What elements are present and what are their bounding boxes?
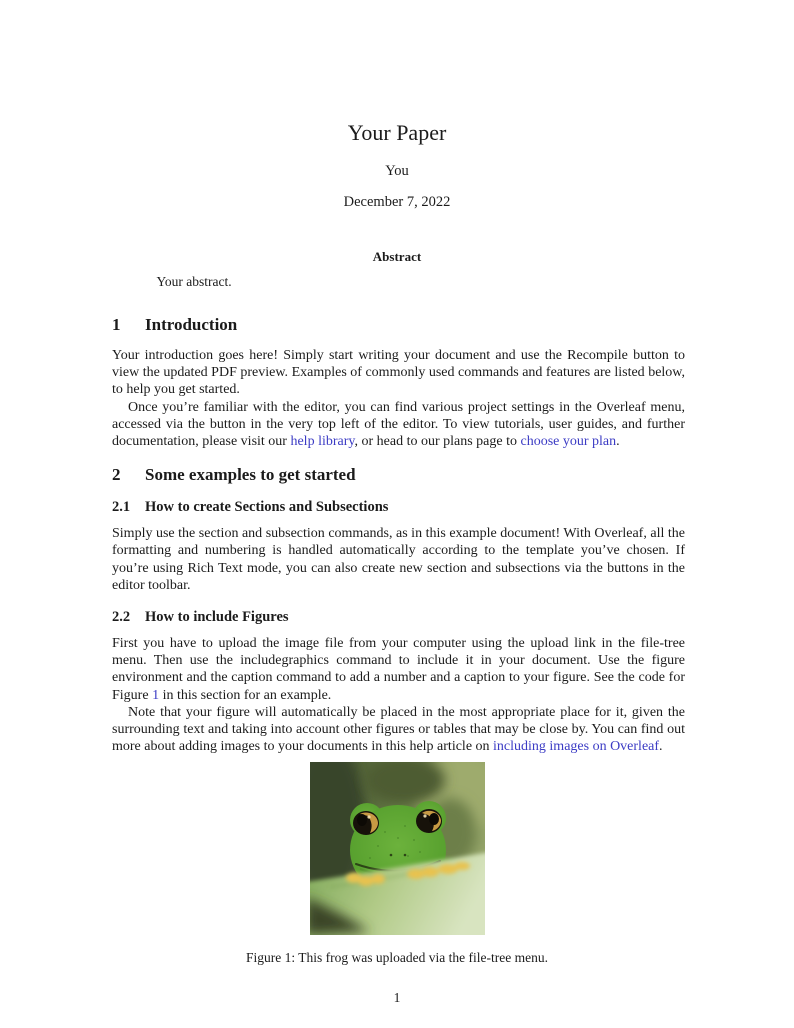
paragraph-2-1 (112, 525, 685, 594)
paragraph-intro-2 (112, 399, 685, 451)
subsection-2-2-title: How to include Figures (145, 609, 289, 626)
section-2-heading (112, 465, 685, 485)
section-1-number: 1 (112, 315, 121, 334)
paragraph-intro-1 (112, 347, 685, 399)
paper-date: December 7, 2022 (343, 194, 451, 210)
section-1-title: Introduction (145, 315, 238, 334)
page-number: 1 (393, 990, 401, 1006)
abstract-text: Your abstract. (156, 274, 232, 289)
text-run: Your introduction goes here! Simply start writing your document and use the Recompile button to view the updated PDF preview. Examples of commonly used commands and features are listed below, to help you get started. (112, 348, 685, 398)
hyperlink[interactable]: including images on Overleaf (493, 739, 660, 755)
section-1-heading (112, 315, 685, 335)
frog-image (310, 762, 485, 935)
hyperlink[interactable]: 1 (152, 687, 160, 703)
abstract-heading: Abstract (372, 249, 422, 264)
text-run: . (659, 739, 663, 755)
hyperlink[interactable]: choose your plan (520, 434, 617, 450)
hyperlink[interactable]: help library (290, 434, 355, 450)
text-run: , or head to our plans page to (354, 434, 521, 450)
paper-author: You (385, 163, 409, 179)
subsection-2-1-title: How to create Sections and Subsections (145, 499, 389, 516)
paper-title: Your Paper (347, 120, 447, 145)
subsection-2-2-number: 2.2 (112, 609, 131, 626)
text-run: Once you’re familiar with the editor, you can find various project settings in the Overleaf menu, accessed via the button in the very top left of the editor. To view tutorials, user guides, and further documentation, please visit our (112, 399, 685, 450)
text-run: Note that your figure will automatically be placed in the most appropriate place for it, given the surrounding text and taking into account other figures or tables that may be close by. You can find out more about adding images to your documents in this help article on (112, 704, 685, 755)
figure-1 (0, 762, 794, 966)
text-run: Simply use the section and subsection commands, as in this example document! With Overleaf, all the formatting and numbering is handled automatically according to the template you’ve chosen. If you’re using Rich Text mode, you can also create new section and subsections via the buttons in the editor toolbar. (112, 526, 685, 593)
subsection-2-1-heading (112, 499, 685, 516)
subsection-2-1-number: 2.1 (112, 499, 131, 516)
subsection-2-2-heading (112, 609, 685, 626)
figure-caption: Figure 1: This frog was uploaded via the file-tree menu. (246, 950, 548, 966)
paragraph-2-2-b (112, 704, 685, 756)
text-run: in this section for an example. (159, 687, 332, 703)
text-run: . (616, 434, 620, 450)
paragraph-2-2-a (112, 635, 685, 704)
section-2-number: 2 (112, 465, 121, 485)
body-text-column (112, 315, 685, 755)
section-2-title: Some examples to get started (145, 465, 356, 485)
text-run: First you have to upload the image file from your computer using the upload link in the file-tree menu. Then use the includegraphics command to include it in your document. Use the figure environment and the caption command to add a number and a caption to your figure. See the code for Figure (112, 636, 685, 703)
